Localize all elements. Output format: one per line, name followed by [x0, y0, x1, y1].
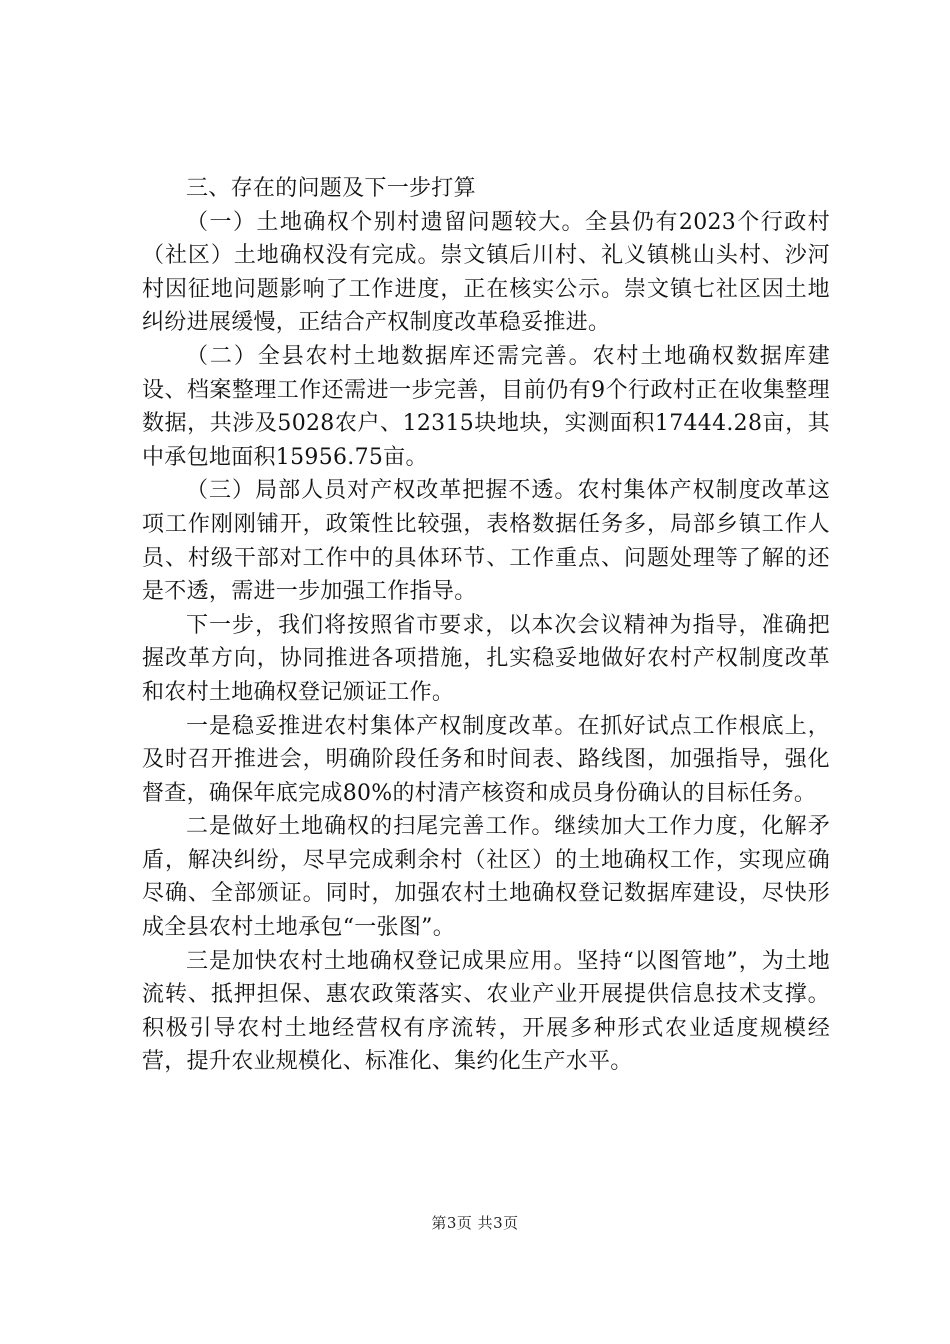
paragraph-step-2: 二是做好土地确权的扫尾完善工作。继续加大工作力度，化解矛盾，解决纠纷，尽早完成剩余村（社区）的土地确权工作，实现应确尽确、全部颁证。同时，加强农村土地确权登记数据库建设，尽快形成全县农村土地承包“一张图”。: [142, 814, 830, 941]
document-body: [142, 172, 830, 1079]
section-heading: 三、存在的问题及下一步打算: [186, 176, 476, 201]
paragraph-problem-2: （二）全县农村土地数据库还需完善。农村土地确权数据库建设、档案整理工作还需进一步完善，目前仍有9个行政村正在收集整理数据，共涉及5028农户、12315块地块，实测面积17444.28亩，其中承包地面积15956.75亩。: [142, 343, 830, 470]
paragraph-problem-1: （一）土地确权个别村遗留问题较大。全县仍有2023个行政村（社区）土地确权没有完成。崇文镇后川村、礼义镇桃山头村、沙河村因征地问题影响了工作进度，正在核实公示。崇文镇七社区因土地纠纷进展缓慢，正结合产权制度改革稳妥推进。: [142, 209, 830, 336]
paragraph-next-steps: 下一步，我们将按照省市要求，以本次会议精神为指导，准确把握改革方向，协同推进各项措施，扎实稳妥地做好农村产权制度改革和农村土地确权登记颁证工作。: [142, 612, 830, 705]
paragraph-problem-3: （三）局部人员对产权改革把握不透。农村集体产权制度改革这项工作刚刚铺开，政策性比较强，表格数据任务多，局部乡镇工作人员、村级干部对工作中的具体环节、工作重点、问题处理等了解的还是不透，需进一步加强工作指导。: [142, 478, 830, 605]
paragraph-step-1: 一是稳妥推进农村集体产权制度改革。在抓好试点工作根底上，及时召开推进会，明确阶段任务和时间表、路线图，加强指导，强化督查，确保年底完成80%的村清产核资和成员身份确认的目标任务。: [142, 713, 830, 806]
paragraph-step-3: 三是加快农村土地确权登记成果应用。坚持“以图管地”，为土地流转、抵押担保、惠农政策落实、农业产业开展提供信息技术支撑。积极引导农村土地经营权有序流转，开展多种形式农业适度规模经营，提升农业规模化、标准化、集约化生产水平。: [142, 948, 830, 1075]
page-indicator: 第3页 共3页: [431, 1214, 519, 1232]
page-footer: [0, 1213, 950, 1233]
